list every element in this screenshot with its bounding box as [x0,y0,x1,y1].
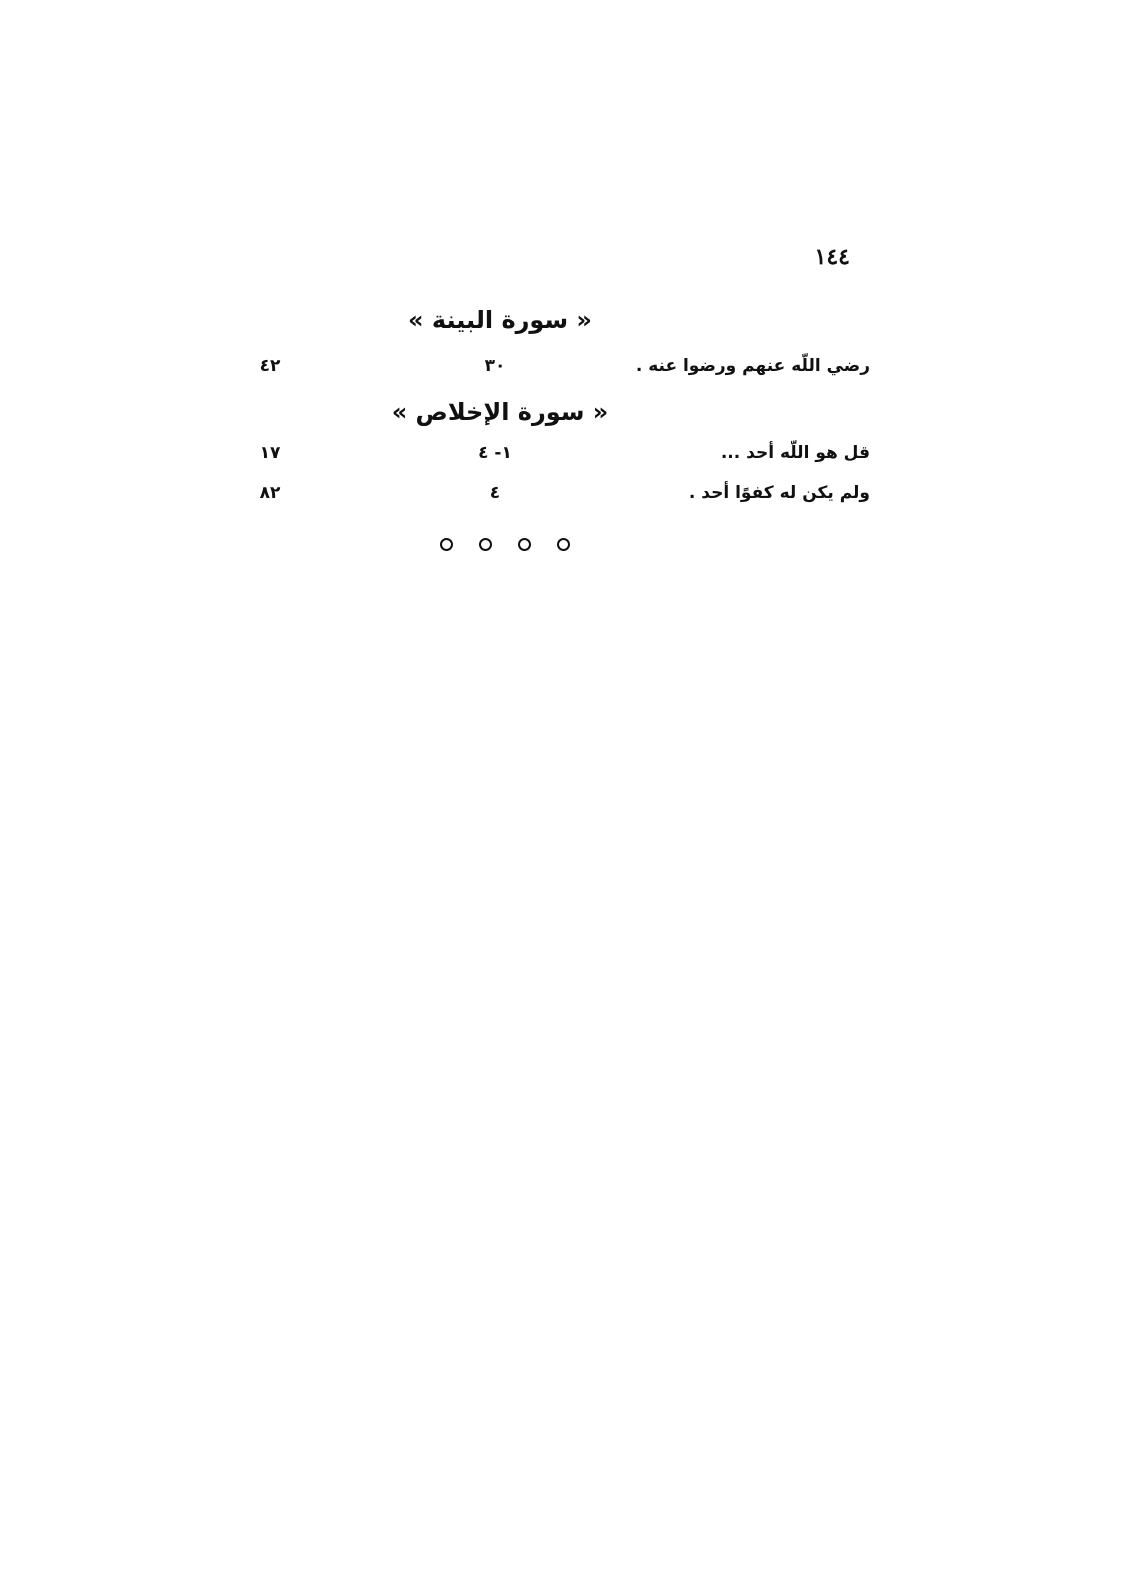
circle-icon [557,538,570,551]
index-row [250,483,870,517]
quran-phrase: ولم يكن له كفوًا أحد . [688,483,870,503]
page-reference: ١٧ [259,443,281,463]
circle-icon [479,538,492,551]
verse-number: ١- ٤ [478,443,512,463]
page-reference: ٤٢ [259,356,281,376]
end-of-section-mark [440,532,570,556]
circle-icon [440,538,453,551]
page-reference: ٨٢ [259,483,281,503]
verse-number: ٣٠ [484,356,506,376]
surah-heading-bayyina: « سورة البينة » [408,306,592,334]
index-row [250,443,870,477]
quran-phrase: رضي اللّه عنهم ورضوا عنه . [635,356,870,376]
page-number: ١٤٤ [814,244,850,270]
circle-icon [518,538,531,551]
index-row [250,356,870,390]
surah-heading-ikhlas: « سورة الإخلاص » [391,398,609,426]
quran-phrase: قل هو اللّه أحد ... [720,443,870,463]
verse-number: ٤ [489,483,501,503]
